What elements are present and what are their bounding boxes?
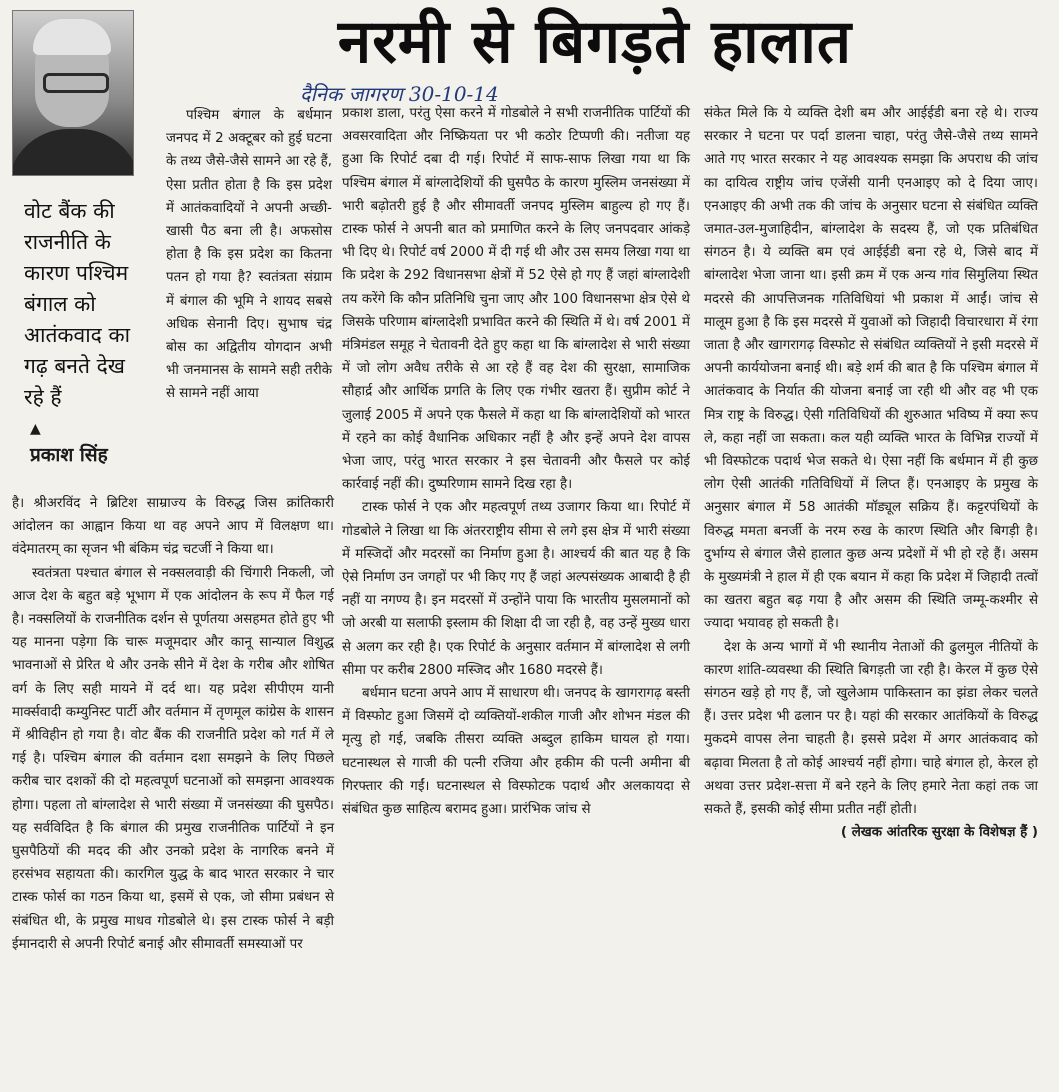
paragraph: संकेत मिले कि ये व्यक्ति देशी बम और आईईडी बना रहे थे। राज्य सरकार ने घटना पर पर्दा डालना चाहा, परंतु जैसे-जैसे तथ्य सामने आते गए भारत सरकार ने यह आवश्यक समझा कि अपराध की जांच का दायित्व राष्ट्रीय जांच एजेंसी यानी एनआइए को दे दिया जाए। एनआइए की अभी तक की जांच के अनुसार घटना से संबंधित व्यक्ति जमात-उल-मुजाहिदीन, बांग्लादेश के सदस्य हैं, जो एक प्रतिबंधित संगठन है। ये व्यक्ति बम एवं आईईडी बना रहे थे, जिसे बाद में बांग्लादेश भेजा जाना था। इसी क्रम में एक अन्य गांव सिमुलिया स्थित मदरसे की आपत्तिजनक गतिविधियां भी प्रकाश में आईं। जांच से मालूम हुआ है कि इस मदरसे में युवाओं को जिहादी विचारधारा में रंगा जाता है और खागरागढ़ विस्फोट से संबंधित व्यक्तियों ने इसी मदरसे में अपनी कार्ययोजना बनाई थी। बड़े शर्म की बात है कि पश्चिम बंगाल में आतंकवाद के निर्यात की योजना बनाई जा रही थी और वह भी एक मित्र राष्ट्र के विरुद्ध। ऐसी गतिविधियों की शुरुआत भविष्य में क्या रूप ले, कहा नहीं जा सकता। कल यही व्यक्ति भारत के विभिन्न राज्यों में भी विस्फोटक पदार्थ भेज सकते थे। ऐसा नहीं कि बर्धमान में ही कुछ लोग ऐसी आतंकी गतिविधियों में लिप्त हैं। एनआइए के प्रमुख के अनुसार बंगाल में 58 आतंकी मॉड्यूल सक्रिय हैं। कट्टरपंथियों के विरुद्ध ममता बनर्जी के नरम रुख के कारण स्थिति और बिगड़ी है। दुर्भाग्य से बंगाल जैसे हालात कुछ अन्य प्रदेशों में भी हो रहे हैं। असम के मुख्यमंत्री ने हाल में ही एक बयान में कहा कि प्रदेश में जिहादी तत्वों का खतरा बहुत बढ़ गया है और असम की स्थिति जम्मू-कश्मीर से ज्यादा भयावह हो सकती है।: [704, 106, 1038, 632]
headline: नरमी से बिगड़ते हालात: [337, 7, 853, 77]
paragraph: स्वतंत्रता पश्चात बंगाल से नक्सलवाड़ी की चिंगारी निकली, जो आज देश के बहुत बड़े भूभाग में एक आंदोलन के रूप में फैल गई है। नक्सलियों के राजनीतिक दर्शन से पूर्णतया असहमत होते हुए भी यह मानना पड़ेगा कि चारू मजूमदार और कानू सान्याल विशुद्ध भावनाओं से प्रेरित थे और उनके सीने में देश के गरीब और शोषित वर्ग के लिए सही मायने में दर्द था। यह प्रदेश सीपीएम यानी मार्क्सवादी कम्युनिस्ट पार्टी और वर्तमान में तृणमूल कांग्रेस के शासन में श्रीविहीन हो गया है। वोट बैंक की राजनीति प्रदेश को गर्त में ले गई है। पश्चिम बंगाल की वर्तमान दशा समझने के लिए पिछले करीब चार दशकों की दो महत्वपूर्ण घटनाओं को समझना आवश्यक होगा। पहला तो बांग्लादेश से भारी संख्या में जनसंख्या की घुसपैठ। यह सर्वविदित है कि बंगाल की प्रमुख राजनीतिक पार्टियों ने इन घुसपैठियों की मदद की और उनको प्रदेश के नागरिक बनने में हरसंभव सहायता की। कारगिल युद्ध के बाद भारत सरकार ने चार टास्क फोर्स का गठन किया था, इसमें से एक, जो सीमा प्रबंधन से संबंधित थी, के प्रमुख माधव गोडबोले थे। इस टास्क फोर्स ने बड़ी ईमानदारी से अपनी रिपोर्ट बनाई और सीमावर्ती समस्याओं पर: [12, 565, 334, 952]
paragraph: बर्धमान घटना अपने आप में साधारण थी। जनपद के खागरागढ़ बस्ती में विस्फोट हुआ जिसमें दो व्यक्तियों-शकील गाजी और शोभन मंडल की मृत्यु हो गई, जबकि तीसरा व्यक्ति अब्दुल हाकिम घायल हो गया। घटनास्थल से गाजी की पत्नी रजिया और हकीम की पत्नी अमीना बी गिरफ्तार की गईं। घटनास्थल से विस्फोटक पदार्थ और अलकायदा से संबंधित कुछ साहित्य बरामद हुआ। प्रारंभिक जांच से: [342, 686, 690, 818]
triangle-marker-icon: ▲: [30, 421, 41, 437]
article-column-3: [704, 102, 1038, 845]
paragraph: है। श्रीअरविंद ने ब्रिटिश साम्राज्य के विरुद्ध जिस क्रांतिकारी आंदोलन का आह्वान किया था वह अपने आप में विलक्षण था। वंदेमातरम् का सृजन भी बंकिम चंद्र चटर्जी ने किया था।: [12, 496, 334, 558]
paragraph: टास्क फोर्स ने एक और महत्वपूर्ण तथ्य उजागर किया था। रिपोर्ट में गोडबोले ने लिखा था कि अंतरराष्ट्रीय सीमा से लगे इस क्षेत्र में भारी संख्या में मस्जिदों और मदरसों का निर्माण हुआ है। आश्चर्य की बात यह है कि ऐसे निर्माण उन जगहों पर भी किए गए हैं जहां अल्पसंख्यक आबादी है ही नहीं या नगण्य है। इन मदरसों में उन्होंने पाया कि भारतीय मुसलमानों को जो अरबी या सलाफी इस्लाम की शिक्षा दी जा रही है, वह उन्हें मुख्य धारा से अलग कर रही है। एक रिपोर्ट के अनुसार वर्तमान में बांग्लादेश से लगी सीमा पर करीब 2800 मस्जिद और 1680 मदरसे हैं।: [342, 500, 690, 678]
photo-shoulders: [12, 129, 134, 176]
article-column-2: [342, 102, 690, 821]
author-photo: [12, 10, 134, 176]
photo-hair: [33, 19, 111, 55]
author-name: प्रकाश सिंह: [30, 444, 108, 466]
author-credit: ( लेखक आंतरिक सुरक्षा के विशेषज्ञ हैं ): [840, 825, 1038, 841]
article-column-1-top: [166, 104, 332, 406]
paragraph: देश के अन्य भागों में भी स्थानीय नेताओं की ढुलमुल नीतियों के कारण शांति-व्यवस्था की स्थिति बिगड़ती जा रही है। केरल में कुछ ऐसे संगठन खड़े हो गए हैं, जो खुलेआम पाकिस्तान का झंडा लेकर चलते हैं। उत्तर प्रदेश भी ढलान पर है। यहां की सरकार आतंकियों के विरुद्ध मुकदमे वापस लेना चाहती है। इससे प्रदेश में अगर आतंकवाद को बढ़ावा मिलता है तो कोई आश्चर्य नहीं होगा। चाहे बंगाल हो, केरल हो अथवा उत्तर प्रदेश-सत्ता में बने रहने के लिए हमारे नेता कहां तक जा सकते हैं, इसकी कोई सीमा प्रतीत नहीं होती।: [704, 639, 1038, 818]
standfirst-quote: वोट बैंक की राजनीति के कारण पश्चिम बंगाल को आतंकवाद का गढ़ बनते देख रहे हैं: [24, 199, 131, 409]
paragraph: प्रकाश डाला, परंतु ऐसा करने में गोडबोले ने सभी राजनीतिक पार्टियों की अवसरवादिता और निष्क्रियता पर भी कठोर टिप्पणी की। नतीजा यह हुआ कि रिपोर्ट दबा दी गई। रिपोर्ट में साफ-साफ लिखा गया था कि पश्चिम बंगाल में बांग्लादेशियों की घुसपैठ के कारण मुस्लिम जनसंख्या में भारी बढ़ोतरी हुई है और सीमावर्ती जनपद मुस्लिम बाहुल्य हो गए हैं। टास्क फोर्स ने अपनी बात को प्रमाणित करने के लिए जनपदवार आंकड़े भी दिए थे। रिपोर्ट वर्ष 2000 में दी गई थी और उस समय लिखा गया था कि प्रदेश के 292 विधानसभा क्षेत्रों में 52 ऐसे हो गए हैं जहां बांग्लादेशी तय करेंगे कि कौन प्रतिनिधि चुना जाए और 100 विधानसभा क्षेत्र ऐसे थे जिसके परिणाम बांग्लादेशी प्रभावित करने की स्थिति में थे। वर्ष 2001 में मंत्रिमंडल समूह ने चेतावनी देते हुए कहा था कि बांग्लादेश से भारी संख्या में जो लोग अवैध तरीके से आ रहे हैं वह देश की सुरक्षा, सामाजिक सौहार्द्र और आर्थिक प्रगति के लिए एक गंभीर खतरा हैं। सुप्रीम कोर्ट ने जुलाई 2005 में अपने एक फैसले में कहा था कि बांग्लादेशियों को भारत में रहने का कोई वैधानिक अधिकार नहीं है और इन्हें अपने देश वापस भेजा जाए, परंतु भारत सरकार ने इस चेतावनी और फैसले पर कोई कार्रवाई नहीं की। दुष्परिणाम सामने दिख रहा है।: [342, 106, 690, 493]
handwritten-date-note: दैनिक जागरण 30-10-14: [300, 82, 499, 106]
photo-glasses: [43, 73, 109, 93]
article-column-1-bottom: [12, 492, 334, 956]
paragraph: पश्चिम बंगाल के बर्धमान जनपद में 2 अक्टूबर को हुई घटना के तथ्य जैसे-जैसे सामने आ रहे हैं, ऐसा प्रतीत होता है कि इस प्रदेश में आतंकवादियों ने अपनी अच्छी-खासी पैठ बना ली है। अफसोस होता है कि इस प्रदेश का कितना पतन हो गया है? स्वतंत्रता संग्राम में बंगाल की भूमि ने शायद सबसे अधिक सेनानी दिए। सुभाष चंद्र बोस का अद्वितीय योगदान अभी भी जनमानस के सामने सही तरीके से सामने नहीं आया: [166, 108, 332, 402]
